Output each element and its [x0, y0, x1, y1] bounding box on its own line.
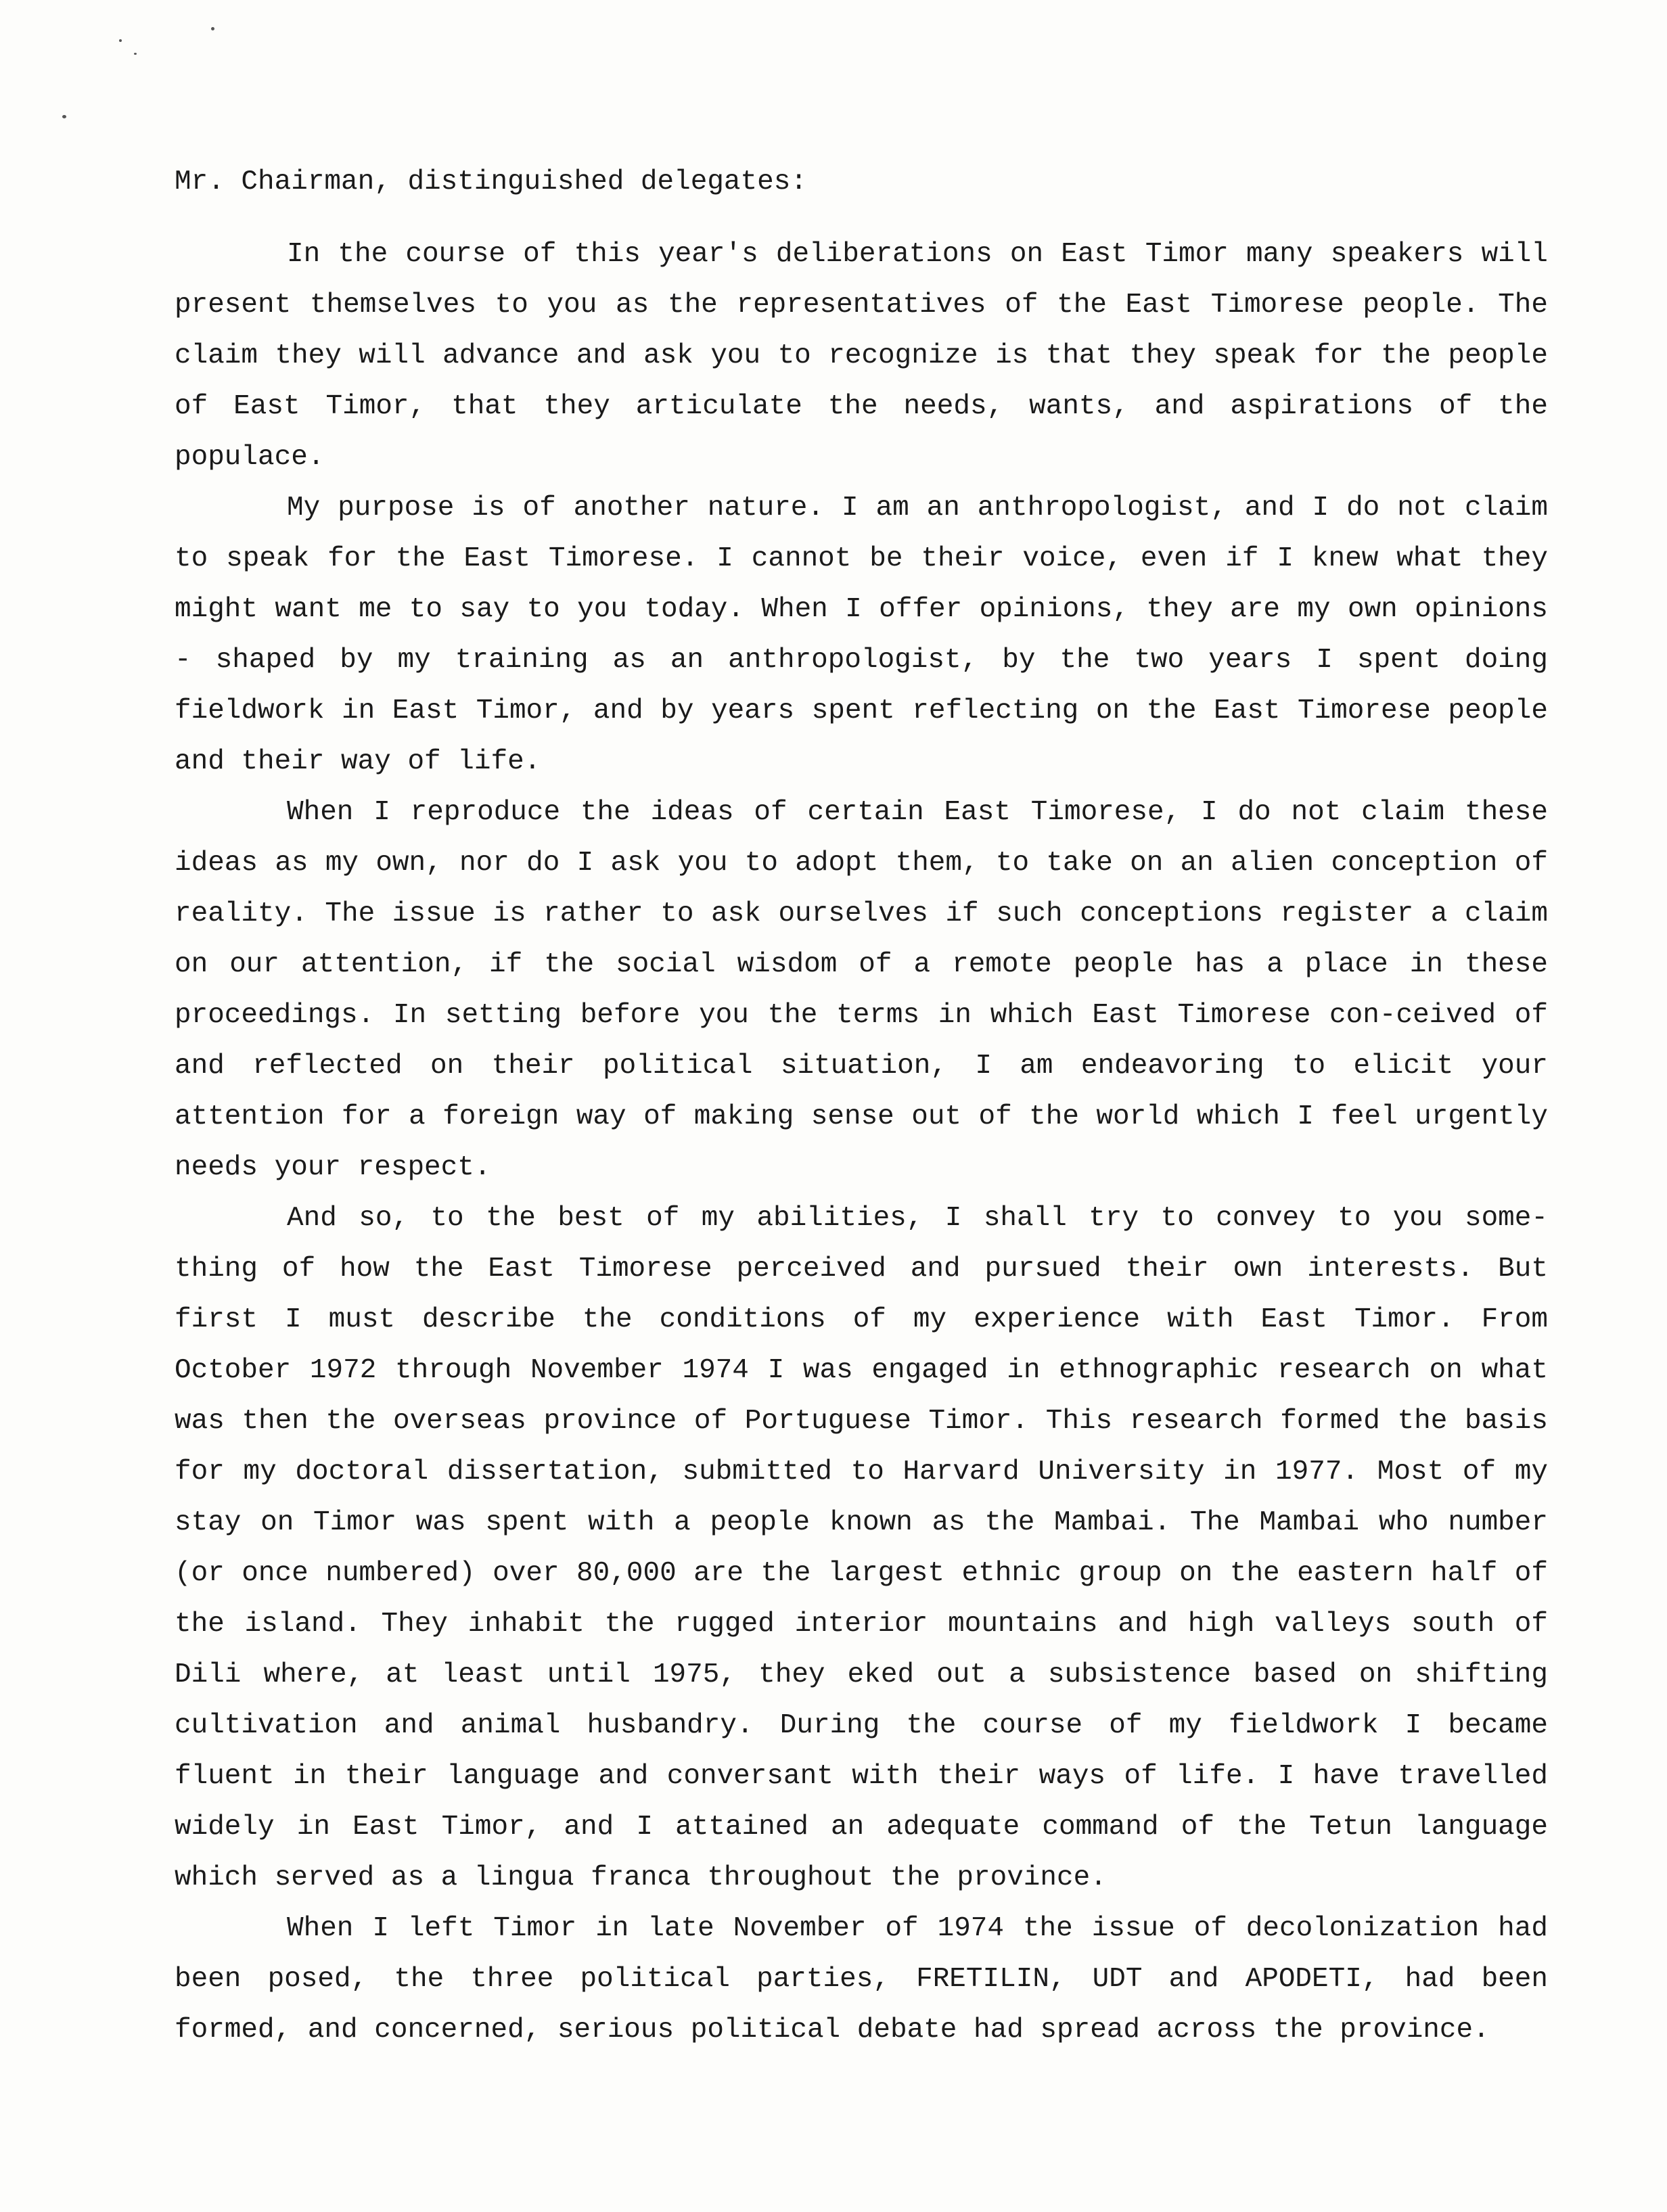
paragraph-4: And so, to the best of my abilities, I shall try to convey to you some-thing of how the East Timorese perceived and pursued their own interests. But first I must describe the conditions of my experience with East Timor. From October 1972 through November 1974 I was engaged in ethnographic research on what was then the overseas province of Portuguese Timor. This research formed the basis for my doctoral dissertation, submitted to Harvard University in 1977. Most of my stay on Timor was spent with a people known as the Mambai. The Mambai who number (or once numbered) over 80,000 are the largest ethnic group on the eastern half of the island. They inhabit the rugged interior mountains and high valleys south of Dili where, at least until 1975, they eked out a subsistence based on shifting cultivation and animal husbandry. During the course of my fieldwork I became fluent in their language and conversant with their ways of life. I have travelled widely in East Timor, and I attained an adequate command of the Tetun language which served as a lingua franca throughout the province.	[175, 1203, 1548, 1893]
paragraph-2: My purpose is of another nature. I am an anthropologist, and I do not claim to speak for the East Timorese. I cannot be their voice, even if I knew what they might want me to say to you today. When I offer opinions, they are my own opinions - shaped by my training as an anthropologist, by the two years I spent doing fieldwork in East Timor, and by years spent reflecting on the East Timorese people and their way of life.	[175, 492, 1548, 777]
paragraph-3: When I reproduce the ideas of certain East Timorese, I do not claim these ideas as my own, nor do I ask you to adopt them, to take on an alien conception of reality. The issue is rather to ask ourselves if such conceptions register a claim on our attention, if the social wisdom of a remote people has a place in these proceedings. In setting before you the terms in which East Timorese con-ceived of and reflected on their political situation, I am endeavoring to elicit your attention for a foreign way of making sense out of the world which I feel urgently needs your respect.	[175, 797, 1548, 1183]
scan-speck	[119, 39, 122, 42]
scan-speck	[134, 53, 137, 55]
salutation: Mr. Chairman, distinguished delegates:	[175, 166, 807, 198]
letter-body	[175, 157, 1548, 2056]
scan-speck	[211, 27, 214, 30]
paragraph-5: When I left Timor in late November of 1974 the issue of decolonization had been posed, the three political parties, FRETILIN, UDT and APODETI, had been formed, and concerned, serious political debate had spread across the province.	[175, 1913, 1548, 2046]
scan-speck	[62, 115, 66, 118]
paragraph-1: In the course of this year's deliberations on East Timor many speakers will present themselves to you as the representatives of the East Timorese people. The claim they will advance and ask you to recognize is that they speak for the people of East Timor, that they articulate the needs, wants, and aspirations of the populace.	[175, 239, 1548, 473]
